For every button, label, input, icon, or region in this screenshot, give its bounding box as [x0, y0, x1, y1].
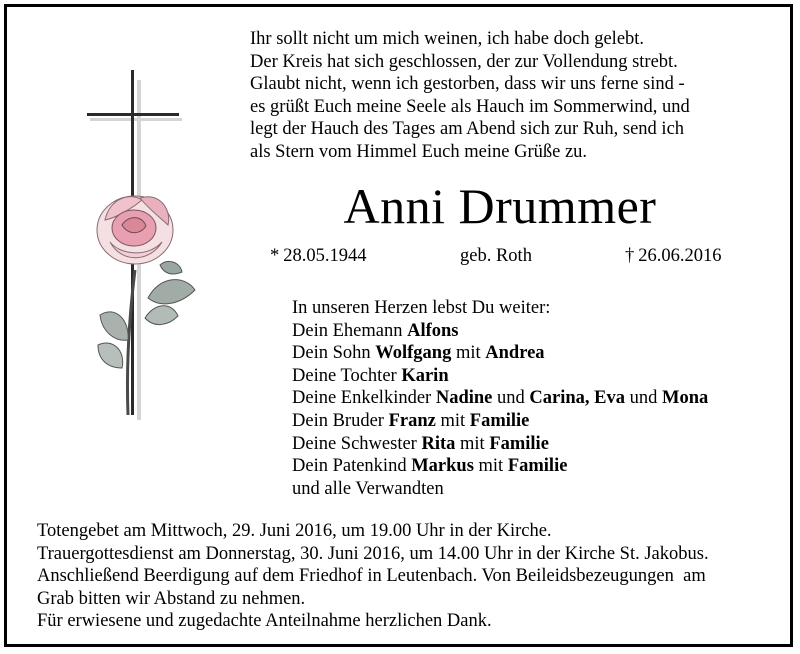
family-label: Dein Patenkind [292, 456, 412, 477]
footer-line: Trauergottesdienst am Donnerstag, 30. Juni 2016, um 14.00 Uhr in der Kirche St. Jakobus. [37, 543, 709, 564]
family-member: Alfons [407, 320, 459, 341]
cross-beam [87, 113, 179, 116]
birth-date-value: 28.05.1944 [283, 246, 367, 266]
poem-line: legt der Hauch des Tages am Abend sich zur Ruh, send ich [250, 119, 685, 139]
rose-flower-icon [97, 196, 173, 264]
poem-line: Ihr sollt nicht um mich weinen, ich habe doch gelebt. [250, 29, 645, 49]
family-member: Familie [489, 433, 549, 454]
family-label: und [624, 388, 662, 409]
poem [250, 28, 750, 163]
family-member: Rita [421, 433, 456, 454]
family-member: Familie [469, 410, 530, 431]
family-label: und [492, 388, 530, 409]
family-line [292, 433, 708, 456]
cross-and-rose-illustration [60, 70, 210, 440]
family-line [292, 455, 708, 478]
poem-line: es grüßt Euch meine Seele als Hauch im Sommerwind, und [250, 96, 690, 117]
family-label: Dein Ehemann [292, 320, 408, 341]
poem-line: als Stern vom Himmel Euch meine Grüße zu. [250, 141, 588, 162]
death-date [625, 245, 722, 267]
family-member: Mona [661, 388, 709, 409]
death-date-value: 26.06.2016 [638, 246, 722, 266]
rose-leaf [145, 306, 178, 325]
death-cross-icon: † [625, 246, 635, 266]
family-member: Karin [401, 365, 449, 386]
family-label: mit [455, 433, 490, 454]
service-details [37, 520, 777, 633]
footer-line: Anschließend Beerdigung auf dem Friedhof in Leutenbach. Von Beileidsbezeugungen am [37, 566, 706, 586]
family-member: Andrea [485, 343, 545, 364]
rose-leaf [100, 312, 128, 340]
footer-line: Für erwiesene und zugedachte Anteilnahme herzlichen Dank. [37, 611, 492, 631]
family-label: mit [473, 456, 508, 477]
rose-leaf [148, 280, 195, 304]
deceased-name: Anni Drummer [343, 178, 657, 234]
family-label: Dein Sohn [292, 343, 376, 364]
family-member: Carina, Eva [529, 388, 625, 409]
poem-line: Glaubt nicht, wenn ich gestorben, dass wir uns ferne sind - [250, 74, 685, 94]
family-member: Franz [388, 410, 436, 431]
family-member: Nadine [435, 388, 493, 409]
cross-bar-shadow [90, 118, 182, 121]
maiden-name: geb. Roth [460, 246, 532, 266]
poem-line: Der Kreis hat sich geschlossen, der zur Vollendung strebt. [250, 51, 678, 72]
family-label: Deine Tochter [292, 365, 402, 386]
birth-date [270, 245, 367, 267]
family-list [292, 297, 708, 500]
family-line [292, 365, 708, 388]
footer-line: Totengebet am Mittwoch, 29. Juni 2016, um 19.00 Uhr in der Kirche. [37, 521, 552, 541]
family-line [292, 342, 708, 365]
birth-star-icon: * [270, 246, 280, 266]
family-label: Dein Bruder [292, 410, 389, 431]
family-label: Deine Schwester [292, 433, 422, 454]
family-line [292, 410, 708, 433]
family-line [292, 320, 708, 343]
family-member: Familie [507, 456, 568, 477]
family-label: Deine Enkelkinder [292, 388, 436, 409]
rose-leaf [98, 343, 123, 368]
footer-line: Grab bitten wir Abstand zu nehmen. [37, 588, 306, 609]
family-member: Markus [411, 456, 474, 477]
family-label: mit [435, 410, 470, 431]
rose-leaf [160, 261, 182, 273]
family-relatives: und alle Verwandten [292, 478, 444, 499]
family-intro: In unseren Herzen lebst Du weiter: [292, 298, 551, 318]
family-label: mit [451, 343, 486, 364]
family-line [292, 387, 708, 410]
family-member: Wolfgang [375, 343, 452, 364]
